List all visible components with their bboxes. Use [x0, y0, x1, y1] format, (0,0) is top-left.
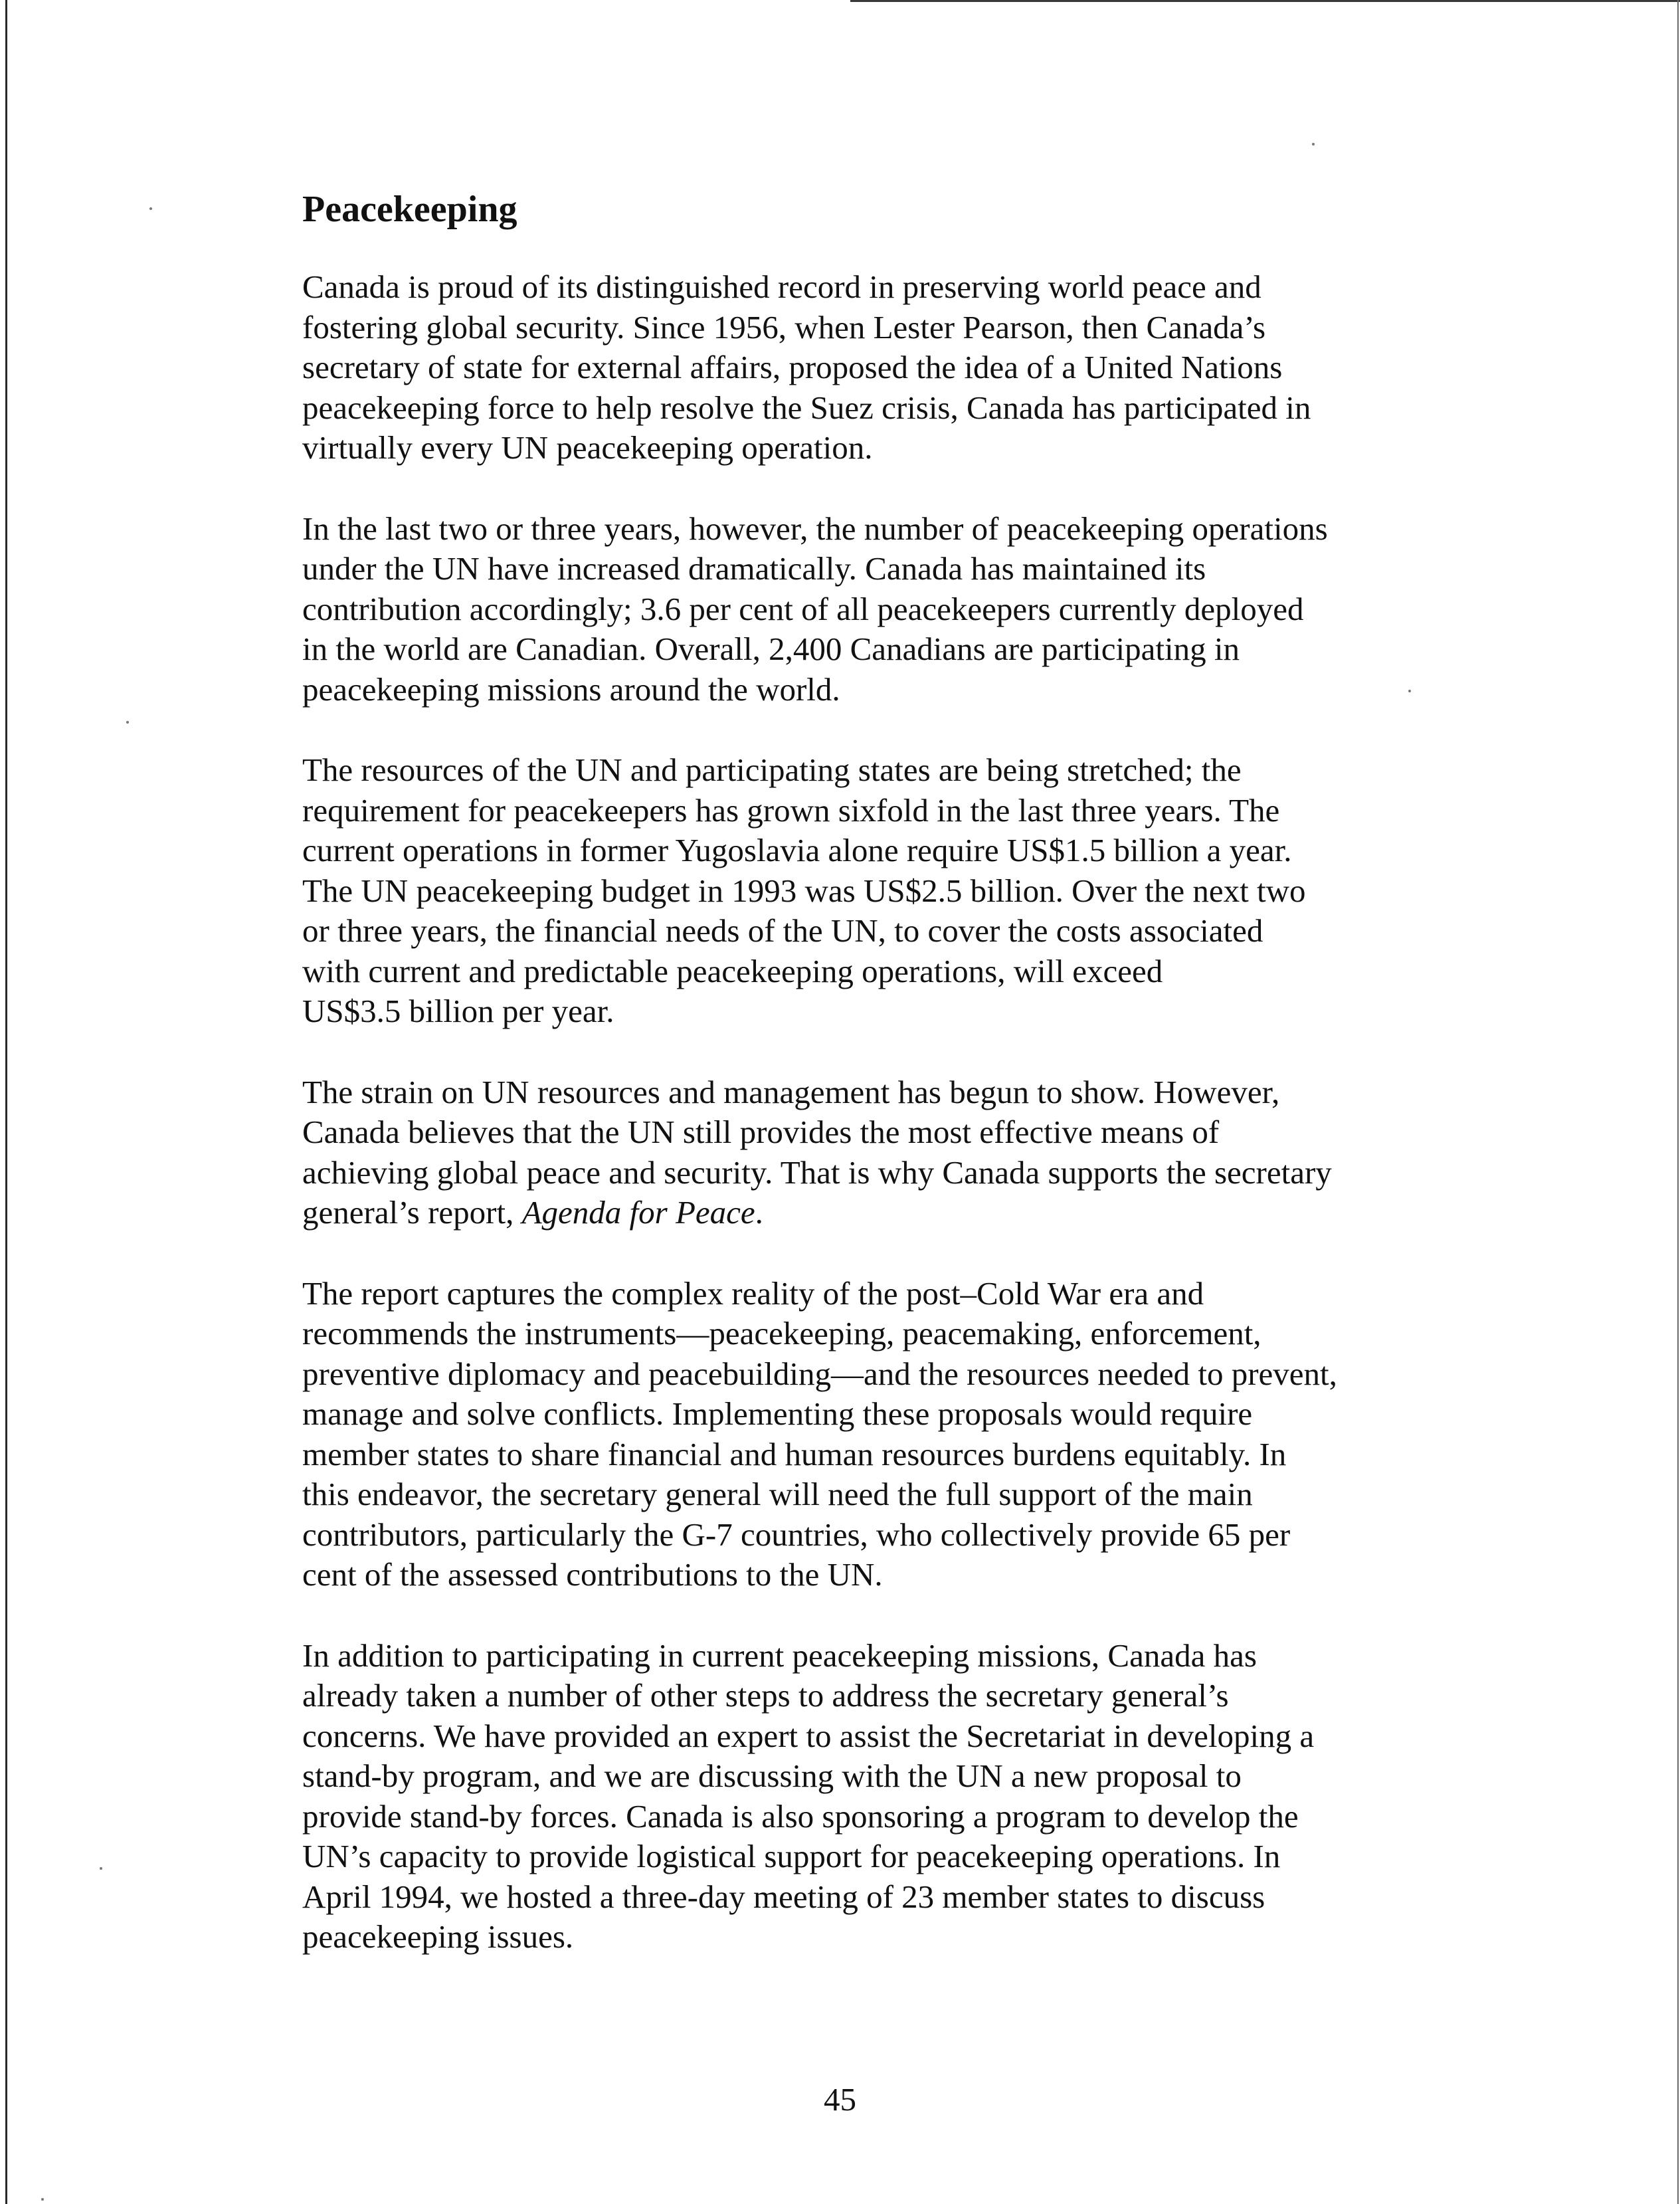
page-number: 45 — [824, 2081, 856, 2118]
text-line: requirement for peacekeepers has grown sixfold in the last three years. The — [302, 791, 1280, 829]
text-line: contributors, particularly the G-7 countries, who collectively provide 65 per — [302, 1516, 1291, 1553]
text-line: The UN peacekeeping budget in 1993 was US$2.5 billion. Over the next two — [302, 872, 1306, 909]
text-line: April 1994, we hosted a three-day meeting of 23 member states to discuss — [302, 1878, 1265, 1915]
text-line: under the UN have increased dramatically. Canada has maintained its — [302, 550, 1206, 587]
text-line: in the world are Canadian. Overall, 2,400 Canadians are participating in — [302, 631, 1240, 667]
text-line: already taken a number of other steps to address the secretary general’s — [302, 1677, 1229, 1714]
paragraph-3 — [302, 750, 1445, 1032]
text-line: peacekeeping missions around the world. — [302, 670, 840, 708]
text-line: provide stand-by forces. Canada is also sponsoring a program to develop the — [302, 1797, 1299, 1835]
text-line: US$3.5 billion per year. — [302, 993, 614, 1029]
scan-speck — [149, 207, 152, 210]
paragraph-2 — [302, 509, 1445, 710]
text-run: general’s report, — [302, 1194, 522, 1231]
paragraph-6 — [302, 1636, 1445, 1957]
text-line: manage and solve conflicts. Implementing these proposals would require — [302, 1395, 1253, 1432]
page-heading: Peacekeeping — [302, 189, 517, 230]
text-line: current operations in former Yugoslavia alone require US$1.5 billion a year. — [302, 832, 1292, 868]
text-line: In addition to participating in current peacekeeping missions, Canada has — [302, 1637, 1257, 1674]
paragraph-1 — [302, 267, 1445, 468]
text-line: or three years, the financial needs of the UN, to cover the costs associated — [302, 912, 1263, 949]
text-line: stand-by program, and we are discussing with the UN a new proposal to — [302, 1757, 1242, 1794]
text-line: fostering global security. Since 1956, when Lester Pearson, then Canada’s — [302, 308, 1266, 346]
paragraph-5 — [302, 1274, 1445, 1595]
text-line: cent of the assessed contributions to the UN. — [302, 1556, 883, 1593]
scan-speck — [100, 1867, 102, 1870]
scan-speck — [41, 2198, 44, 2201]
text-line: The resources of the UN and participating states are being stretched; the — [302, 751, 1242, 788]
text-line: UN’s capacity to provide logistical support for peacekeeping operations. In — [302, 1838, 1281, 1874]
scan-speck — [1312, 143, 1315, 146]
text-line: recommends the instruments—peacekeeping, peacemaking, enforcement, — [302, 1315, 1261, 1352]
text-line: Canada is proud of its distinguished record in preserving world peace and — [302, 268, 1261, 305]
text-line: In the last two or three years, however, the number of peacekeeping operations — [302, 510, 1328, 547]
text-line: concerns. We have provided an expert to assist the Secretariat in developing a — [302, 1717, 1315, 1754]
text-line: achieving global peace and security. That is why Canada supports the secretary — [302, 1153, 1332, 1191]
text-line: preventive diplomacy and peacebuilding—and the resources needed to prevent, — [302, 1355, 1337, 1392]
text-line: The strain on UN resources and management has begun to show. However, — [302, 1073, 1280, 1110]
report-title: Agenda for Peace — [521, 1194, 755, 1231]
document-body — [302, 186, 1445, 1998]
text-line: peacekeeping force to help resolve the Suez crisis, Canada has participated in — [302, 389, 1311, 426]
text-line — [302, 1193, 1445, 1233]
scan-left-edge — [5, 0, 7, 2204]
text-line: with current and predictable peacekeeping operations, will exceed — [302, 952, 1163, 989]
text-line: member states to share financial and human resources burdens equitably. In — [302, 1435, 1287, 1472]
text-line: this endeavor, the secretary general will need the full support of the main — [302, 1476, 1253, 1512]
scan-right-edge — [1677, 0, 1679, 2204]
text-line: peacekeeping issues. — [302, 1918, 574, 1955]
paragraph-4 — [302, 1072, 1445, 1233]
text-line: secretary of state for external affairs, proposed the idea of a United Nations — [302, 349, 1283, 385]
text-line: virtually every UN peacekeeping operation. — [302, 429, 873, 466]
scan-speck — [126, 721, 129, 724]
text-line: The report captures the complex reality of the post–Cold War era and — [302, 1274, 1204, 1312]
scan-top-edge — [850, 0, 1680, 2]
text-run: . — [755, 1194, 763, 1231]
text-line: Canada believes that the UN still provides the most effective means of — [302, 1114, 1220, 1150]
text-line: contribution accordingly; 3.6 per cent of all peacekeepers currently deployed — [302, 590, 1304, 627]
